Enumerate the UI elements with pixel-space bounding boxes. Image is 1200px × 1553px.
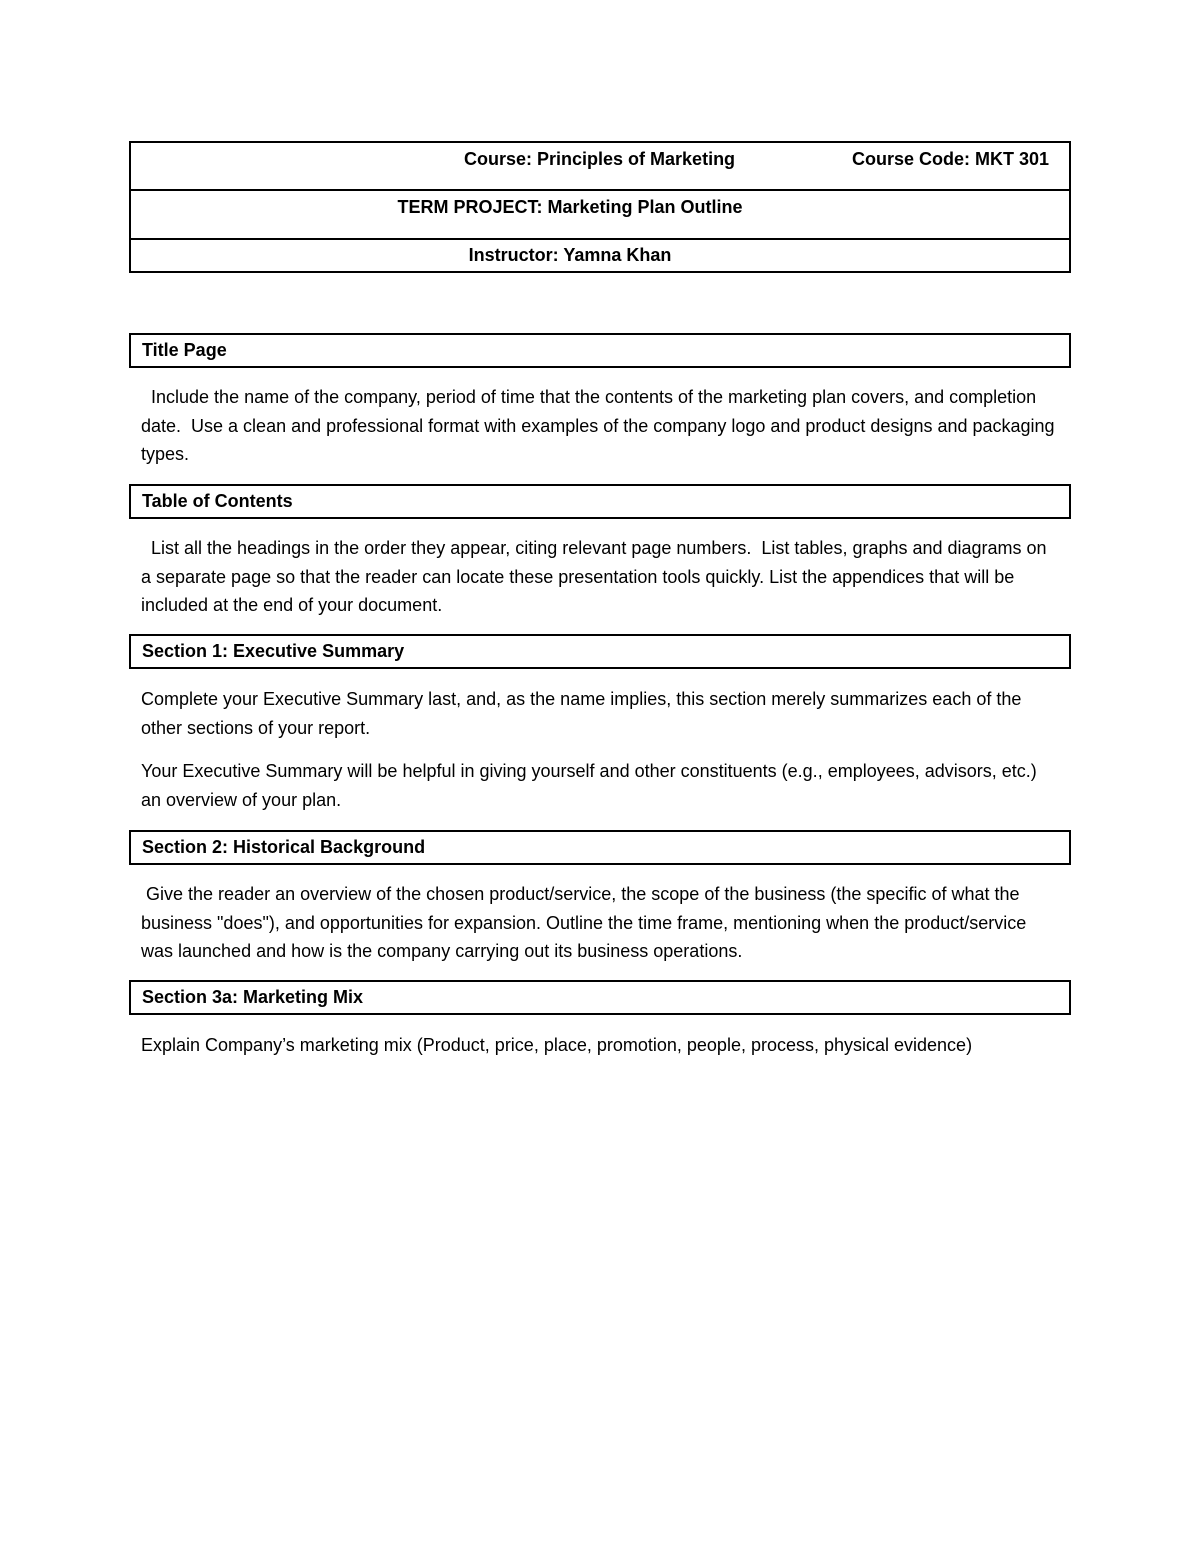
- project-title: TERM PROJECT: Marketing Plan Outline: [397, 197, 743, 217]
- section-heading-marketing-mix: Section 3a: Marketing Mix: [129, 980, 1071, 1015]
- section-paragraph: Give the reader an overview of the chosen product/service, the scope of the business (the specific of what the business "does"), and opportunities for expansion. Outline the time frame, mentioning when the product/service was launched and how is the company carrying out its business operations.: [141, 884, 1032, 961]
- section-paragraph: Explain Company’s marketing mix (Product, price, place, promotion, people, process, physical evidence): [141, 1035, 973, 1055]
- course-row: [131, 143, 1069, 191]
- project-row: [131, 191, 1069, 240]
- section-paragraph: Your Executive Summary will be helpful in giving yourself and other constituents (e.g., employees, advisors, etc.) an overview of your plan.: [141, 761, 1042, 810]
- instructor-name: Instructor: Yamna Khan: [468, 245, 672, 265]
- section-paragraph: Include the name of the company, period of time that the contents of the marketing plan covers, and completion date. Use a clean and professional format with examples of the company logo and product designs and packaging types.: [141, 387, 1060, 464]
- section-paragraph: Complete your Executive Summary last, and, as the name implies, this section merely summarizes each of the other sections of your report.: [141, 689, 1027, 738]
- course-header-table: [129, 141, 1071, 273]
- section-heading-title-page: Title Page: [129, 333, 1071, 368]
- section-paragraph: List all the headings in the order they appear, citing relevant page numbers. List tables, graphs and diagrams on a separate page so that the reader can locate these presentation tools quickly. List the appendices that will be included at the end of your document.: [141, 538, 1052, 615]
- course-name: Course: Principles of Marketing: [464, 149, 736, 169]
- section-heading-table-of-contents: Table of Contents: [129, 484, 1071, 519]
- course-code: Course Code: MKT 301: [852, 149, 1050, 169]
- section-heading-executive-summary: Section 1: Executive Summary: [129, 634, 1071, 669]
- section-heading-historical-background: Section 2: Historical Background: [129, 830, 1071, 865]
- instructor-row: [131, 240, 1069, 273]
